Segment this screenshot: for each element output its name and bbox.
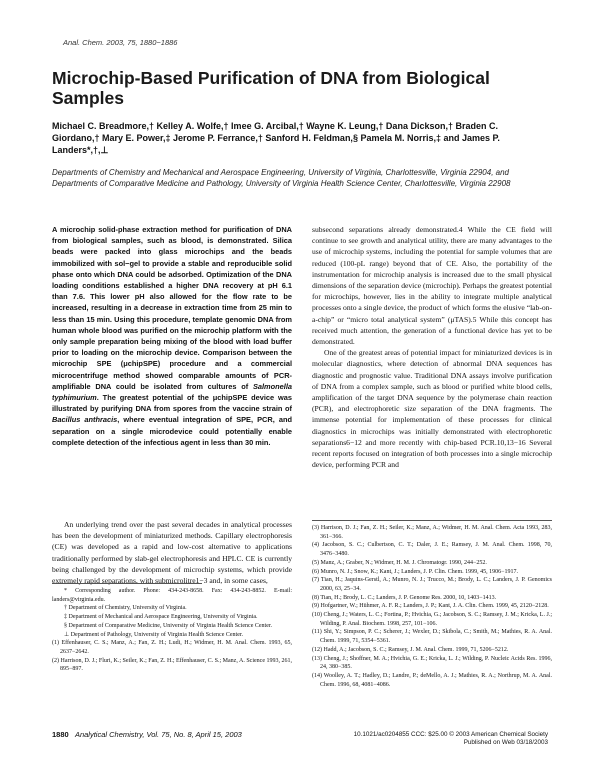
page-number: 1880 xyxy=(52,730,69,739)
footnotes-left xyxy=(52,583,292,674)
article-title: Microchip-Based Purification of DNA from Biological Samples xyxy=(52,68,490,108)
footnotes-right xyxy=(312,520,552,689)
doi-copyright: 10.1021/ac0204855 CCC: $25.00 © 2003 American Chemical Society xyxy=(353,731,548,738)
reference-item: (11) Shi, Y.; Simpson, P. C.; Scherer, J.; Wexler, D.; Skibola, C.; Smith, M.; Mathies, R. A. Anal. Chem. 1999, 71, 5354−5361. xyxy=(312,629,552,645)
reference-item: (5) Manz, A.; Graber, N.; Widmer, H. M. J. Chromatogr. 1990, 244−252. xyxy=(312,559,487,566)
footnote-rule-left xyxy=(52,583,202,584)
reference-item: (13) Cheng, J.; Shoffner, M. A.; Hvichia, G. E.; Kricka, L. J.; Wilding, P. Nucleic Acids Res. 1996, 24, 380−385. xyxy=(312,655,552,671)
reference-item: (12) Hadd, A.; Jacobson, S. C.; Ramsey, J. M. Anal. Chem. 1999, 71, 5206−5212. xyxy=(312,646,509,653)
intro-paragraph-left: An underlying trend over the past several decades in analytical processes has been the development of miniaturized methods. Capillary electrophoresis (CE) was developed as a rapid and low-cost alternative to applications traditionally performed by slab-gel electrophoresis and HPLC. CE is currently being challenged by the development of microchip systems, which provide extremely rapid separations, with submicrolitre1−3 and, in some cases, xyxy=(52,520,292,586)
running-head: Anal. Chem. 2003, 75, 1880−1886 xyxy=(63,38,178,47)
reference-item: (2) Harrison, D. J.; Fluri, K.; Seiler, K.; Fan, Z. H.; Effenhauser, C. S.; Manz, A. Science 1993, 261, 895−897. xyxy=(52,657,292,673)
affiliations: Departments of Chemistry and Mechanical and Aerospace Engineering, University of Virginia, Charlottesville, Virginia 22904, and Departments of Comparative Medicine and Pathology, University of Virginia Health Science Center, Charlottesville, Virginia 22908 xyxy=(52,168,511,189)
reference-item: (8) Tian, H.; Brody, L. C.; Landers, J. P. Genome Res. 2000, 10, 1403−1413. xyxy=(312,594,497,601)
abstract-part-2: . The greatest potential of the μchipSPE device was illustrated by purifying DNA from spores from the vaccine strain of xyxy=(52,393,292,414)
author-list: Michael C. Breadmore,† Kelley A. Wolfe,† Imee G. Arcibal,† Wayne K. Leung,† Dana Dickson,† Braden C. Giordano,† Mary E. Power,‡ Jerome P. Ferrance,† Sanford H. Feldman,§ Pamela M. Norris,‡ and James P. Landers*,†,⊥ xyxy=(52,121,500,155)
reference-item: (10) Cheng, J.; Waters, L. C.; Fortina, P.; Hvichia, G.; Jacobson, S. C.; Ramsey, J. M.; Kricka, L. J.; Wilding, P. Anal. Biochem. 1998, 257, 101−106. xyxy=(312,612,552,627)
reference-item: (14) Woolley, A. T.; Hadley, D.; Landre, P.; deMello, A. J.; Mathies, R. A.; Northrup, M. A. Anal. Chem. 1996, 68, 4081−4086. xyxy=(312,672,552,688)
body-paragraph-right-2: One of the greatest areas of potential impact for miniaturized devices is in molecular diagnostics, where detection of abnormal DNA sequences has diagnostic and prognostic value. Traditional DNA assays involve purification of DNA from a complex sample, such as blood or purified white blood cells, amplification of the target DNA sequence by the polymerase chain reaction (PCR), and electrophoretic size separation of the DNA fragments. The immense potential for implementation of these processes for clinical diagnostics in microchips was initially demonstrated with electrophoretic separations6−12 and more recently with chip-based PCR.10,13−16 Several recent reports focused on integration of both processes into a single microchip device, performing PCR and xyxy=(312,348,552,470)
page-footer-left xyxy=(52,730,242,739)
page-footer-right xyxy=(330,731,548,747)
reference-item: (9) Hofgartner, W.; Hühmer, A. F. R.; Landers, J. P.; Kant, J. A. Clin. Chem. 1999, 45, 2120−2128. xyxy=(312,603,549,610)
body-paragraph-right-1: subsecond separations already demonstrated.4 While the CE field will continue to see growth and analytical utility, there are many advantages to the use of microchip systems, including the potential for sample volumes that are reduced (100-pL range) beyond that of CE. Also, the portability of the instrumentation for microchip analysis is increased due to the small physical dimensions of the separation device (microchip). Perhaps the greatest potential for microchips, however, lies in the ability to integrate multiple analytical processes onto a single device, the product of which forms the elusive “lab-on-a-chip” or “micro total analytical system” (μTAS).5 While this concept has received much attention, the generation of a functional device has yet to be demonstrated. xyxy=(312,225,552,347)
abstract-part-1: A microchip solid-phase extraction method for purification of DNA from biological samples, such as blood, is demonstrated. Silica beads were packed into glass microchips and the beads immobilized with sol−gel to provide a stable and reproducible solid phase onto which DNA could be adsorbed. Optimization of the DNA loading conditions established a higher DNA recovery at pH 6.1 than 7.6. This lower pH also allowed for the flow rate to be increased, resulting in a decrease in extraction time from 25 min to less than 15 min. Using this procedure, template genomic DNA from human whole blood was purified on the microchip platform with the only sample preparation being mixing of the blood with load buffer prior to loading on the microchip device. Comparison between the microchip SPE (μchipSPE) procedure and a commercial microcentrifuge method showed comparable amounts of PCR-amplifiable DNA could be isolated from cultures of xyxy=(52,225,292,391)
abstract-species-2: Bacillus anthracis xyxy=(52,415,118,425)
abstract-species-1: Salmonella typhimurium xyxy=(52,381,292,403)
reference-item: (1) Effenhauser, C. S.; Manz, A.; Fan, Z. H.; Ludi, H.; Widmer, H. M. Anal. Chem. 1993, 65, 2637−2642. xyxy=(52,640,292,655)
abstract xyxy=(52,224,292,448)
footnote-affil-engineering: ‡ Department of Mechanical and Aerospace Engineering, University of Virginia. xyxy=(64,614,258,621)
right-column-body xyxy=(312,224,552,470)
reference-item: (6) Munro, N. J.; Snow, K.; Kant, J.; Landers, J. P. Clin. Chem. 1999, 45, 1906−1917. xyxy=(312,568,518,575)
journal-citation: Analytical Chemistry, Vol. 75, No. 8, April 15, 2003 xyxy=(74,730,242,739)
reference-item: (4) Jacobson, S. C.; Culbertson, C. T.; Daler, J. E.; Ramsey, J. M. Anal. Chem. 1998, 70, 3476−3480. xyxy=(312,542,552,558)
footnote-affil-medicine: § Department of Comparative Medicine, University of Virginia Health Science Center. xyxy=(64,622,273,629)
reference-item: (3) Harrison, D. J.; Fan, Z. H.; Seiler, K.; Manz, A.; Widmer, H. M. Anal. Chem. Acta 1993, 283, 361−366. xyxy=(312,525,552,540)
published-date: Published on Web 03/18/2003 xyxy=(463,739,548,746)
footnote-affil-chemistry: † Department of Chemistry, University of Virginia. xyxy=(64,605,187,612)
footnote-corresponding: * Corresponding author. Phone: 434-243-8658. Fax: 434-243-8852. E-mail: landers@virginia.edu. xyxy=(52,588,292,603)
reference-item: (7) Tian, H.; Jaquins-Gerstl, A.; Munro, N. J.; Trucco, M.; Brody, L. C.; Landers, J. P. Genomics 2000, 63, 25−34. xyxy=(312,577,552,592)
footnote-affil-pathology: ⊥ Department of Pathology, University of Virginia Health Science Center. xyxy=(64,631,244,638)
abstract-part-3: , where eventual integration of SPE, PCR, and separation on a single microdevice could potentially enable complete detection of the infectious agent in less than 30 min. xyxy=(52,415,292,447)
footnote-rule-right xyxy=(312,520,552,521)
